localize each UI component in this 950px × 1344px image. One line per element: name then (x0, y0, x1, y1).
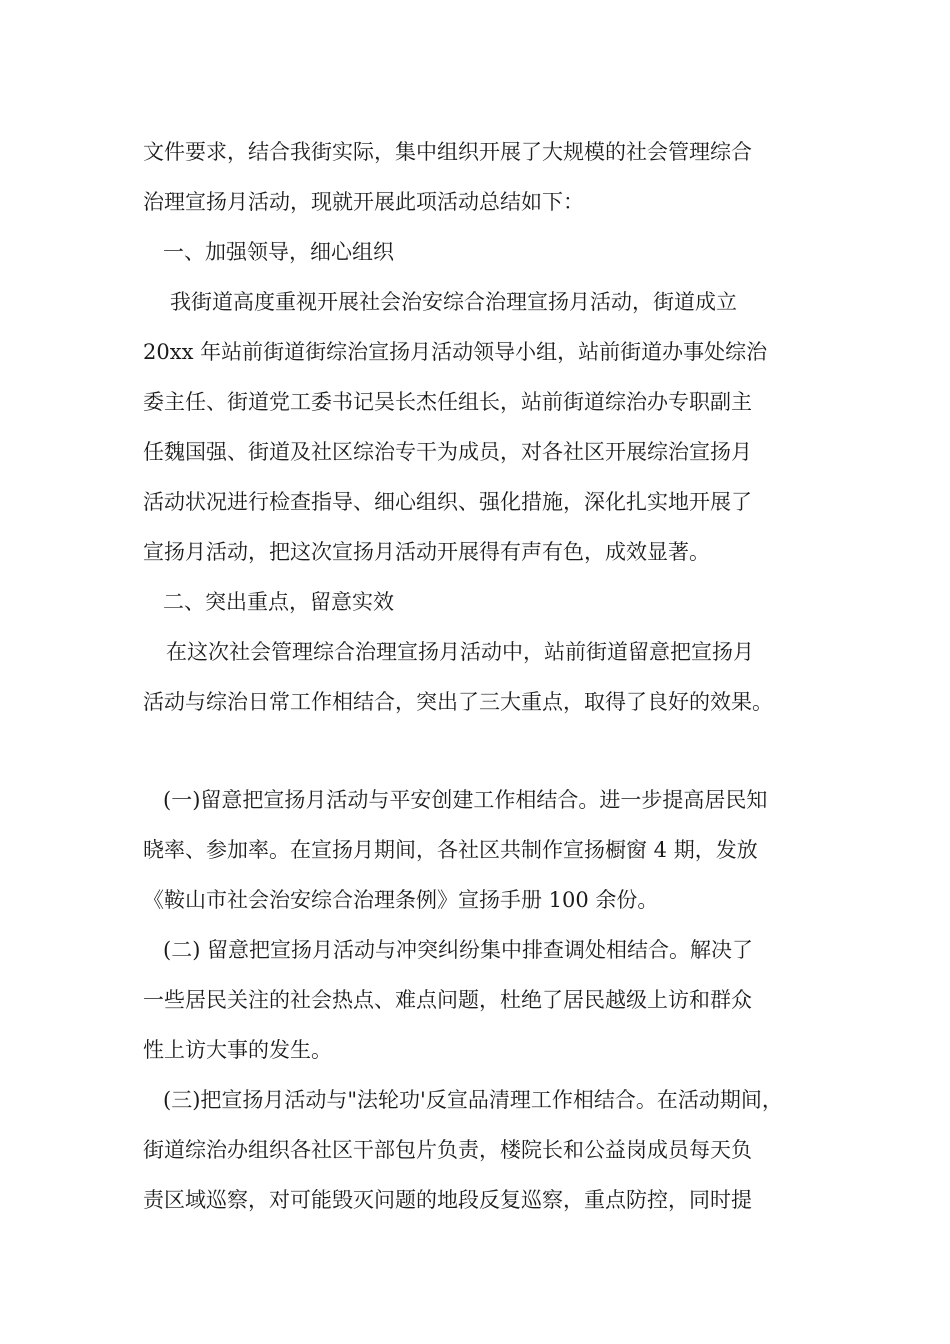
text-line: 宣扬月活动，把这次宣扬月活动开展得有声有色，成效显著。 (143, 540, 710, 564)
text-line: 晓率、参加率。在宣扬月期间，各社区共制作宣扬橱窗 4 期，发放 (143, 838, 758, 862)
text-line: (一)留意把宣扬月活动与平安创建工作相结合。进一步提高居民知 (163, 788, 768, 812)
text-line: 一些居民关注的社会热点、难点问题，杜绝了居民越级上访和群众 (143, 988, 752, 1012)
section-heading: 一、加强领导，细心组织 (163, 240, 394, 264)
text-line: 活动状况进行检查指导、细心组织、强化措施，深化扎实地开展了 (143, 490, 752, 514)
text-line: 任魏国强、街道及社区综治专干为成员，对各社区开展综治宣扬月 (143, 440, 752, 464)
text-line: 治理宣扬月活动，现就开展此项活动总结如下： (143, 190, 584, 214)
text-line: (二) 留意把宣扬月活动与冲突纠纷集中排查调处相结合。解决了 (163, 938, 754, 962)
text-line: 活动与综治日常工作相结合，突出了三大重点，取得了良好的效果。 (143, 690, 773, 714)
text-line: (三)把宣扬月活动与"法轮功'反宣品清理工作相结合。在活动期间， (163, 1088, 783, 1112)
text-line: 我街道高度重视开展社会治安综合治理宣扬月活动，街道成立 (170, 290, 737, 314)
text-line: 在这次社会管理综合治理宣扬月活动中，站前街道留意把宣扬月 (166, 640, 754, 664)
section-heading: 二、突出重点，留意实效 (163, 590, 394, 614)
text-line: 《鞍山市社会治安综合治理条例》宣扬手册 100 余份。 (143, 888, 659, 912)
text-line: 责区域巡察，对可能毁灭问题的地段反复巡察，重点防控，同时提 (143, 1188, 752, 1212)
text-line: 街道综治办组织各社区干部包片负责，楼院长和公益岗成员每天负 (143, 1138, 752, 1162)
text-line: 20xx 年站前街道街综治宣扬月活动领导小组，站前街道办事处综治 (143, 340, 768, 364)
text-line: 委主任、街道党工委书记吴长杰任组长，站前街道综治办专职副主 (143, 390, 752, 414)
text-line: 文件要求，结合我街实际，集中组织开展了大规模的社会管理综合 (143, 140, 752, 164)
text-line: 性上访大事的发生。 (143, 1038, 332, 1062)
